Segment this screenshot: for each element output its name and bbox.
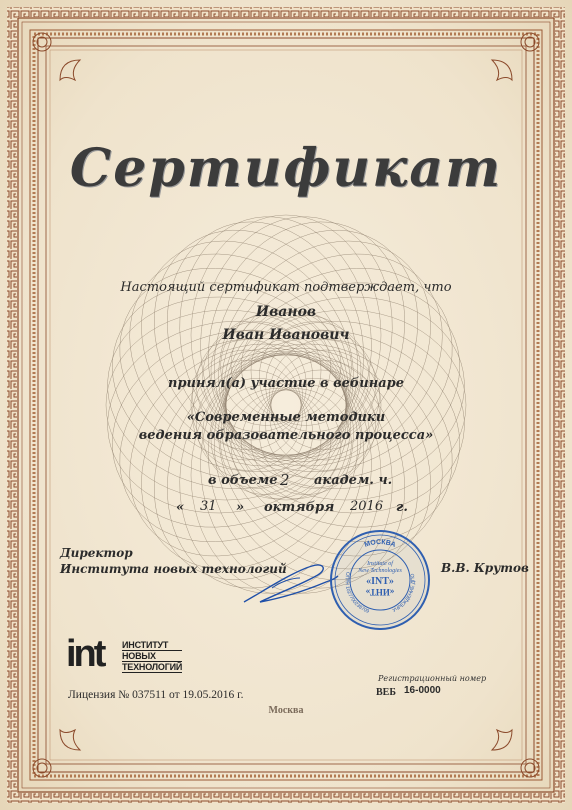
director-title: Директор	[60, 546, 133, 560]
institute-logo	[66, 634, 186, 680]
seal-inner-line2: New Technologies	[358, 568, 402, 574]
date-close-quote: »	[236, 500, 245, 515]
registration-label: Регистрационный номер	[378, 674, 487, 683]
date-open-quote: «	[176, 500, 185, 515]
registration-number: 16-0000	[404, 685, 441, 696]
license-text: Лицензия № 037511 от 19.05.2016 г.	[68, 689, 244, 701]
volume-prefix: в объеме	[208, 473, 278, 488]
logo-line3: ТЕХНОЛОГИЙ	[122, 662, 183, 672]
date-year-suffix: г.	[396, 500, 408, 515]
certificate-title: Сертификат	[69, 138, 503, 199]
seal-center-text: «INT»	[366, 576, 394, 587]
recipient-surname: Иванов	[255, 304, 317, 320]
city-text: Москва	[268, 705, 304, 716]
director-signature	[232, 552, 342, 612]
webinar-title-line2: ведения образовательного процесса»	[138, 428, 434, 443]
seal-center-mirror: «ИНТ»	[365, 587, 395, 597]
recipient-name: Иван Иванович	[222, 327, 350, 343]
volume-suffix: академ. ч.	[314, 473, 393, 488]
participation-text: принял(а) участие в вебинаре	[168, 376, 404, 391]
director-name: В.В. Крутов	[441, 561, 529, 575]
seal-right-text: УЧРЕЖДЕНИЕ ДПО	[391, 573, 417, 615]
volume-value: 2	[280, 471, 290, 489]
seal-top-text: МОСКВА	[363, 538, 397, 549]
logo-letters: int	[66, 633, 104, 675]
seal-left-text: ОГРН 1027700238709	[343, 571, 370, 615]
date-day: 31	[200, 499, 217, 514]
date-month: октября	[264, 500, 335, 515]
logo-line2: НОВЫХ	[122, 651, 182, 662]
director-institution: Института новых технологий	[60, 562, 287, 576]
registration-prefix: ВЕБ	[376, 687, 396, 698]
date-year: 2016	[350, 499, 384, 514]
logo-line1: ИНСТИТУТ	[122, 640, 182, 651]
webinar-title-line1: «Современные методики	[186, 410, 386, 425]
intro-text: Настоящий сертификат подтверждает, что	[120, 280, 452, 295]
seal-inner-line1: Institute of	[367, 561, 393, 567]
official-seal	[328, 528, 432, 632]
